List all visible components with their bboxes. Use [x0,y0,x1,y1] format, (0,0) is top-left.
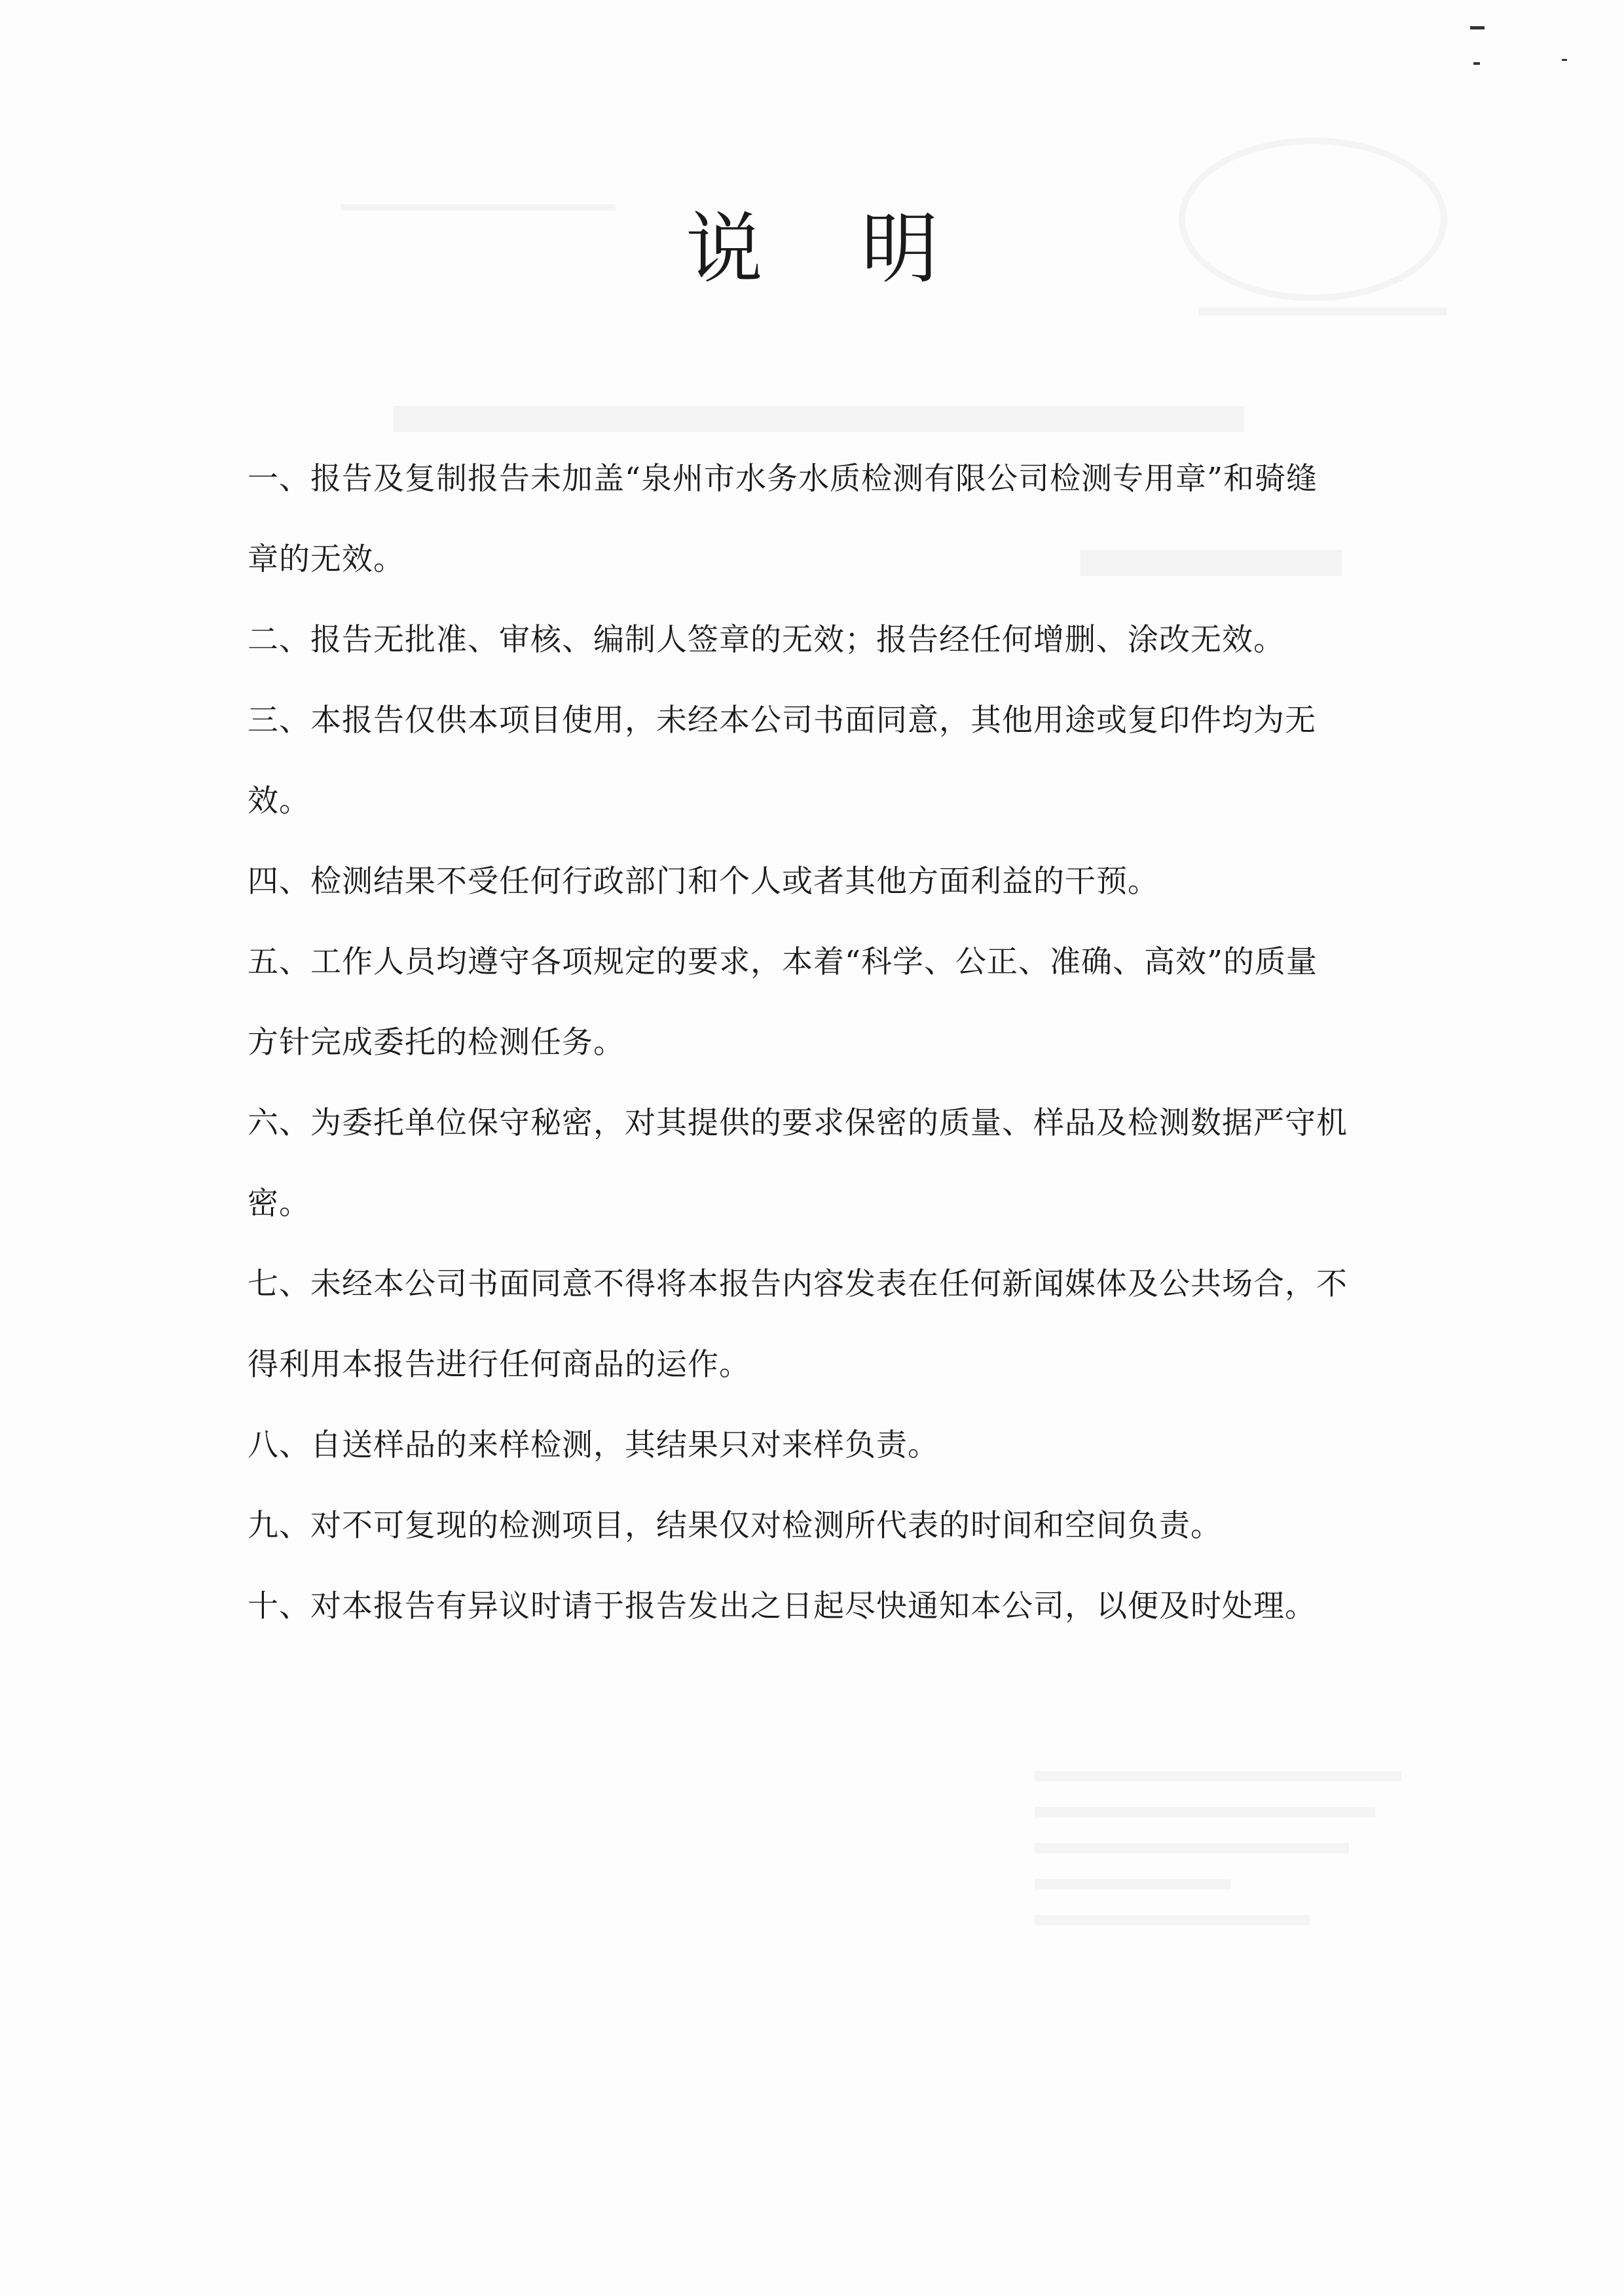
clause-text: 未经本公司书面同意不得将本报告内容发表在任何新闻媒体及公共场合，不得利用本报告进行任何商品的运作。 [248,1266,1348,1383]
clause-text: 对本报告有异议时请于报告发出之日起尽快通知本公司，以便及时处理。 [310,1588,1316,1624]
clause-number: 四、 [248,864,310,900]
clause-number: 五、 [248,944,310,980]
show-through-line [1035,1807,1375,1817]
clause-text: 报告无批准、审核、编制人签章的无效；报告经任何增删、涂改无效。 [310,622,1285,658]
clause-number: 三、 [248,702,310,738]
clause-item [248,1405,1348,1485]
clause-number: 八、 [248,1427,310,1463]
show-through-line [393,406,1244,432]
clause-text: 报告及复制报告未加盖“泉州市水务水质检测有限公司检测专用章”和骑缝章的无效。 [248,461,1318,577]
clause-text: 工作人员均遵守各项规定的要求，本着“科学、公正、准确、高效”的质量方针完成委托的检测任务。 [248,944,1318,1061]
clause-number: 七、 [248,1266,310,1302]
clause-text: 自送样品的来样检测，其结果只对来样负责。 [310,1427,939,1463]
clause-item [248,1083,1348,1244]
clause-item [248,680,1348,841]
clause-text: 对不可复现的检测项目，结果仅对检测所代表的时间和空间负责。 [310,1508,1222,1544]
show-through-line [1035,1879,1231,1889]
clause-number: 十、 [248,1588,310,1624]
show-through-line [1035,1771,1401,1781]
page-title: 说明 [685,204,1037,294]
clause-number: 九、 [248,1508,310,1544]
clause-item [248,1566,1348,1647]
clause-item [248,841,1348,922]
show-through-line [1035,1843,1349,1853]
scan-speck [1470,26,1485,29]
show-through-line [1198,308,1447,316]
clause-item [248,1485,1348,1566]
scan-speck [1473,62,1480,65]
clause-list [248,439,1348,1647]
clause-item [248,1244,1348,1405]
clause-item [248,922,1348,1083]
clause-text: 本报告仅供本项目使用，未经本公司书面同意，其他用途或复印件均为无效。 [248,702,1316,819]
clause-number: 一、 [248,461,310,497]
clause-text: 检测结果不受任何行政部门和个人或者其他方面利益的干预。 [310,864,1159,900]
clause-item [248,600,1348,680]
scan-speck [1562,59,1567,61]
show-through-line [1035,1915,1310,1925]
clause-number: 二、 [248,622,310,658]
clause-text: 为委托单位保守秘密，对其提供的要求保密的质量、样品及检测数据严守机密。 [248,1105,1348,1222]
clause-number: 六、 [248,1105,310,1141]
clause-item [248,439,1348,600]
